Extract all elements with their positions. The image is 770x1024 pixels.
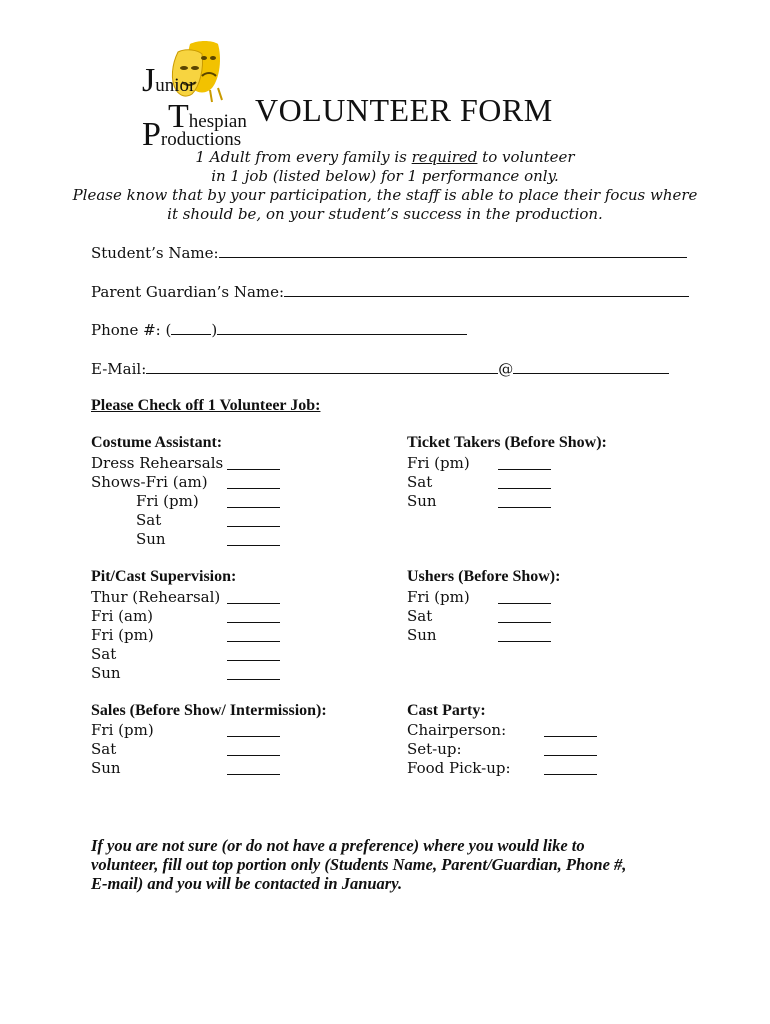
student-name-field[interactable]: [91, 243, 687, 262]
intro-text: to volunteer: [477, 148, 575, 166]
list-item: Dress Rehearsals: [91, 454, 224, 472]
ticket-sun-blank[interactable]: [498, 495, 551, 508]
ushers-sun-blank[interactable]: [498, 629, 551, 642]
costume-heading: Costume Assistant:: [91, 434, 223, 451]
parent-name-field[interactable]: [91, 282, 689, 301]
sales-sun-blank[interactable]: [227, 762, 280, 775]
list-item: Sun: [407, 626, 437, 644]
note-line-2: volunteer, fill out top portion only (Students Name, Parent/Guardian, Phone #,: [91, 855, 627, 874]
ushers-sat-blank[interactable]: [498, 610, 551, 623]
list-item: Fri (pm): [136, 492, 199, 510]
student-name-label: Student’s Name:: [91, 244, 219, 262]
logo-word-thespian: Thespian: [168, 98, 247, 135]
list-item: Sat: [91, 740, 117, 758]
ticket-fri-pm-blank[interactable]: [498, 457, 551, 470]
list-item: Sat: [407, 607, 433, 625]
party-food-pickup-blank[interactable]: [544, 762, 597, 775]
email-user-line[interactable]: [146, 359, 498, 374]
list-item: Fri (pm): [91, 721, 154, 739]
ticket-sat-blank[interactable]: [498, 476, 551, 489]
email-at-sign: @: [498, 360, 514, 378]
note-line-3: E-mail) and you will be contacted in January.: [91, 874, 403, 893]
phone-label: Phone #: (: [91, 321, 172, 339]
intro-line-1: [60, 148, 710, 167]
phone-paren: ): [211, 321, 218, 339]
pit-sun-blank[interactable]: [227, 667, 280, 680]
pit-fri-am-blank[interactable]: [227, 610, 280, 623]
sales-fri-pm-blank[interactable]: [227, 724, 280, 737]
note-line-1: If you are not sure (or do not have a preference) where you would like to: [91, 836, 585, 855]
pit-heading: Pit/Cast Supervision:: [91, 568, 237, 585]
ushers-heading: Ushers (Before Show):: [407, 568, 561, 585]
pit-thur-blank[interactable]: [227, 591, 280, 604]
area-code-line[interactable]: [171, 320, 211, 335]
pit-fri-pm-blank[interactable]: [227, 629, 280, 642]
costume-shows-fri-am-blank[interactable]: [227, 476, 280, 489]
party-chairperson-blank[interactable]: [544, 724, 597, 737]
list-item: Fri (pm): [407, 454, 470, 472]
list-item: Thur (Rehearsal): [91, 588, 221, 606]
parent-name-line[interactable]: [284, 282, 689, 297]
list-item: Fri (pm): [91, 626, 154, 644]
ushers-fri-pm-blank[interactable]: [498, 591, 551, 604]
costume-sat-blank[interactable]: [227, 514, 280, 527]
ticket-heading: Ticket Takers (Before Show):: [407, 434, 607, 451]
phone-field[interactable]: [91, 320, 467, 339]
costume-fri-pm-blank[interactable]: [227, 495, 280, 508]
phone-number-line[interactable]: [217, 320, 467, 335]
intro-line-3: Please know that by your participation, the staff is able to place their focus where: [72, 186, 698, 204]
junior-thespian-logo: [138, 38, 247, 153]
list-item: Set-up:: [407, 740, 462, 758]
pit-sat-blank[interactable]: [227, 648, 280, 661]
list-item: Food Pick-up:: [407, 759, 511, 777]
sales-heading: Sales (Before Show/ Intermission):: [91, 702, 327, 719]
party-setup-blank[interactable]: [544, 743, 597, 756]
email-domain-line[interactable]: [513, 359, 669, 374]
list-item: Fri (pm): [407, 588, 470, 606]
email-field[interactable]: [91, 359, 669, 378]
list-item: Fri (am): [91, 607, 154, 625]
list-item: Shows-Fri (am): [91, 473, 208, 491]
intro-line-4: it should be, on your student’s success in the production.: [167, 205, 603, 223]
list-item: Sun: [91, 664, 121, 682]
list-item: Chairperson:: [407, 721, 507, 739]
student-name-line[interactable]: [219, 243, 687, 258]
costume-dress-rehearsals-blank[interactable]: [227, 457, 280, 470]
list-item: Sat: [407, 473, 433, 491]
party-heading: Cast Party:: [407, 702, 486, 719]
intro-text: 1 Adult from every family is: [195, 148, 412, 166]
sales-sat-blank[interactable]: [227, 743, 280, 756]
check-heading: Please Check off 1 Volunteer Job:: [91, 397, 321, 414]
logo-word-junior: Junior: [142, 62, 196, 99]
list-item: Sun: [407, 492, 437, 510]
logo-word-productions: Productions: [142, 116, 242, 153]
form-title: VOLUNTEER FORM: [255, 92, 553, 128]
required-word: required: [411, 148, 478, 166]
list-item: Sun: [91, 759, 121, 777]
email-label: E-Mail:: [91, 360, 147, 378]
costume-sun-blank[interactable]: [227, 533, 280, 546]
parent-name-label: Parent Guardian’s Name:: [91, 283, 285, 301]
list-item: Sat: [91, 645, 117, 663]
list-item: Sun: [136, 530, 166, 548]
list-item: Sat: [136, 511, 162, 529]
intro-line-2: in 1 job (listed below) for 1 performance only.: [211, 167, 559, 185]
